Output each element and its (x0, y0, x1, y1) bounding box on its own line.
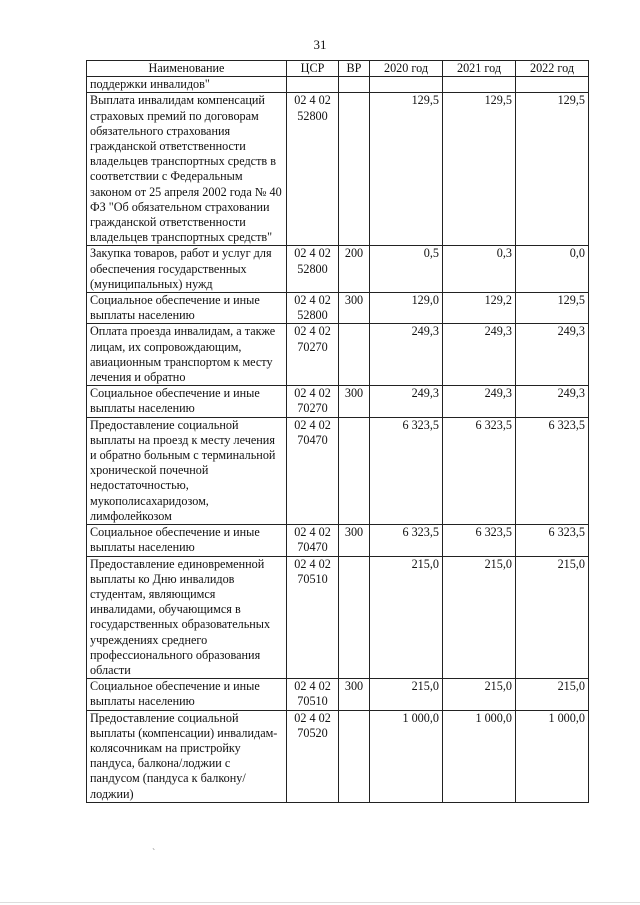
cell-2020: 249,3 (370, 386, 443, 417)
cell-name: Предоставление социальной выплаты (компенсации) инвалидам-колясочникам на пристройку пандуса, балкона/лоджии с пандусом (пандуса к балкону/лоджии) (87, 710, 287, 802)
cell-2022: 129,5 (516, 93, 589, 246)
cell-2021: 129,2 (443, 293, 516, 324)
cell-csr: 02 4 02 70520 (287, 710, 339, 802)
cell-2022: 6 323,5 (516, 525, 589, 556)
cell-2021: 129,5 (443, 93, 516, 246)
cell-name: Социальное обеспечение и иные выплаты населению (87, 679, 287, 710)
cell-vr: 300 (339, 386, 370, 417)
cell-name: Закупка товаров, работ и услуг для обеспечения государственных (муниципальных) нужд (87, 246, 287, 293)
cell-name: Предоставление единовременной выплаты ко Дню инвалидов студентам, являющимся инвалидами, обучающимся в государственных образовательных учреждениях среднего профессионального образования области (87, 556, 287, 679)
cell-vr: 200 (339, 246, 370, 293)
cell-2022: 249,3 (516, 324, 589, 386)
column-header-2022: 2022 год (516, 61, 589, 77)
cell-2022: 215,0 (516, 556, 589, 679)
cell-name: Оплата проезда инвалидам, а также лицам, их сопровождающим, авиационным транспортом к месту лечения и обратно (87, 324, 287, 386)
cell-2021 (443, 77, 516, 93)
cell-2022: 215,0 (516, 679, 589, 710)
cell-vr (339, 324, 370, 386)
cell-vr (339, 710, 370, 802)
budget-table (86, 60, 589, 803)
cell-2021: 215,0 (443, 679, 516, 710)
scan-edge-line (0, 902, 640, 903)
cell-csr: 02 4 02 70270 (287, 324, 339, 386)
cell-2021: 6 323,5 (443, 525, 516, 556)
cell-csr: 02 4 02 70470 (287, 417, 339, 524)
cell-vr (339, 417, 370, 524)
cell-name: Предоставление социальной выплаты на проезд к месту лечения и обратно больным с терминальной хронической почечной недостаточностью, мукополисахаридозом, лимфолейкозом (87, 417, 287, 524)
table-body (87, 77, 589, 803)
cell-csr (287, 77, 339, 93)
cell-2022: 1 000,0 (516, 710, 589, 802)
cell-2021: 1 000,0 (443, 710, 516, 802)
cell-2021: 249,3 (443, 324, 516, 386)
column-header-2021: 2021 год (443, 61, 516, 77)
cell-2021: 6 323,5 (443, 417, 516, 524)
cell-2020 (370, 77, 443, 93)
cell-csr: 02 4 02 70510 (287, 679, 339, 710)
column-header-vr: ВР (339, 61, 370, 77)
cell-2020: 249,3 (370, 324, 443, 386)
column-header-csr: ЦСР (287, 61, 339, 77)
table-row (87, 246, 589, 293)
cell-csr: 02 4 02 70510 (287, 556, 339, 679)
cell-vr: 300 (339, 293, 370, 324)
cell-name: Социальное обеспечение и иные выплаты населению (87, 293, 287, 324)
scan-speck: ` (152, 848, 156, 859)
cell-2021: 249,3 (443, 386, 516, 417)
cell-2020: 6 323,5 (370, 417, 443, 524)
table-row (87, 556, 589, 679)
cell-name: Выплата инвалидам компенсаций страховых премий по договорам обязательного страхования гражданской ответственности владельцев транспортных средств в соответствии с Федеральным законом от 25 апреля 2002 года № 40 ФЗ "Об обязательном страховании гражданской ответственности владельцев транспортных средств" (87, 93, 287, 246)
cell-vr: 300 (339, 679, 370, 710)
table-header-row (87, 61, 589, 77)
cell-2022: 129,5 (516, 293, 589, 324)
cell-vr (339, 77, 370, 93)
table-row (87, 293, 589, 324)
column-header-name: Наименование (87, 61, 287, 77)
page-number: 31 (313, 37, 327, 52)
cell-name: Социальное обеспечение и иные выплаты населению (87, 386, 287, 417)
cell-csr: 02 4 02 52800 (287, 93, 339, 246)
cell-2020: 129,5 (370, 93, 443, 246)
cell-csr: 02 4 02 70270 (287, 386, 339, 417)
cell-2020: 6 323,5 (370, 525, 443, 556)
cell-csr: 02 4 02 70470 (287, 525, 339, 556)
table-row (87, 710, 589, 802)
table-row (87, 77, 589, 93)
cell-2022: 0,0 (516, 246, 589, 293)
table-row (87, 417, 589, 524)
cell-name: Социальное обеспечение и иные выплаты населению (87, 525, 287, 556)
cell-2021: 0,3 (443, 246, 516, 293)
cell-vr (339, 556, 370, 679)
cell-vr (339, 93, 370, 246)
cell-2020: 215,0 (370, 556, 443, 679)
cell-2022: 6 323,5 (516, 417, 589, 524)
table-row (87, 386, 589, 417)
cell-2021: 215,0 (443, 556, 516, 679)
table-row (87, 324, 589, 386)
cell-2020: 1 000,0 (370, 710, 443, 802)
cell-2022: 249,3 (516, 386, 589, 417)
cell-name: поддержки инвалидов" (87, 77, 287, 93)
table-row (87, 679, 589, 710)
cell-vr: 300 (339, 525, 370, 556)
cell-csr: 02 4 02 52800 (287, 246, 339, 293)
table-row (87, 525, 589, 556)
cell-2020: 215,0 (370, 679, 443, 710)
column-header-2020: 2020 год (370, 61, 443, 77)
cell-2022 (516, 77, 589, 93)
table-row (87, 93, 589, 246)
cell-csr: 02 4 02 52800 (287, 293, 339, 324)
cell-2020: 129,0 (370, 293, 443, 324)
cell-2020: 0,5 (370, 246, 443, 293)
